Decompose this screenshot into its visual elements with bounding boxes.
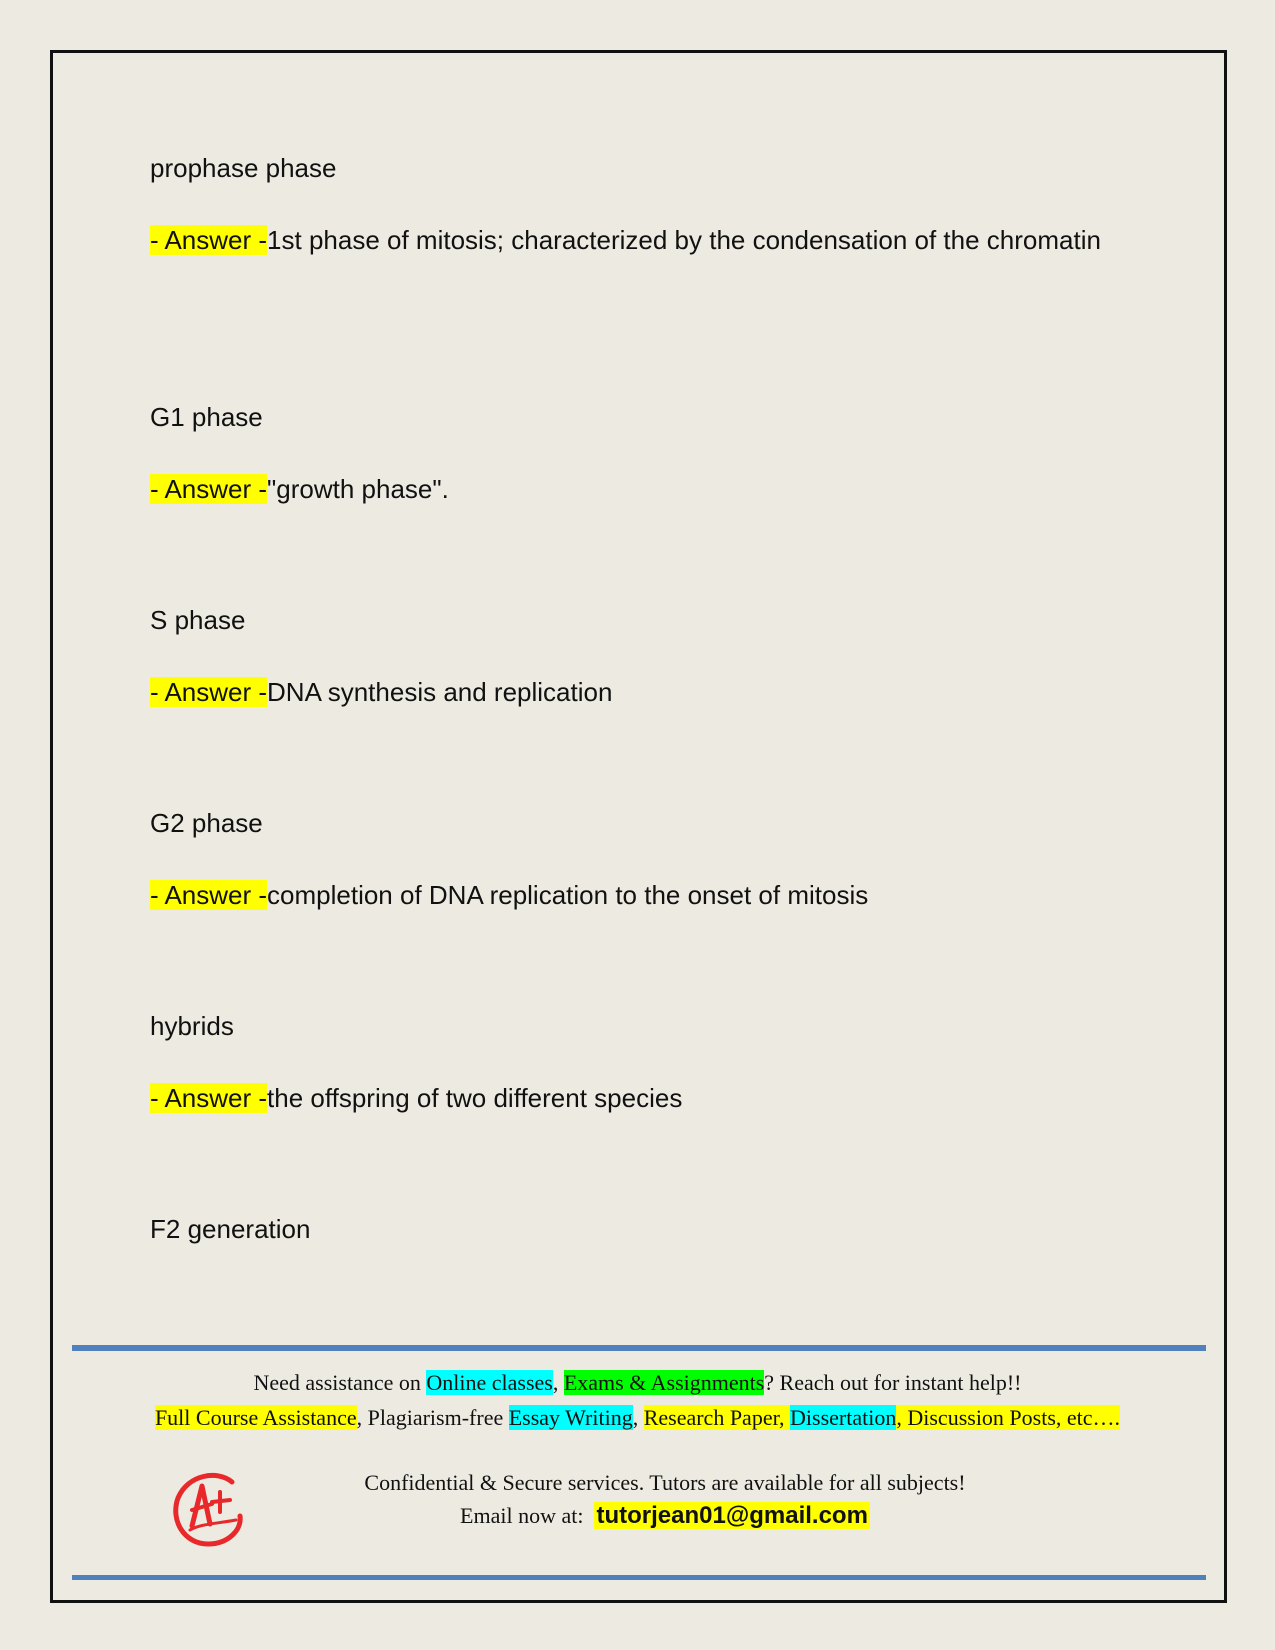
footer-bottom-rule	[72, 1575, 1206, 1580]
question-4: G2 phase	[150, 808, 263, 838]
footer-line-2	[55, 1405, 1220, 1431]
highlight-dissertation: Dissertation	[790, 1405, 897, 1430]
highlight-essay-writing: Essay Writing	[508, 1405, 633, 1430]
question-6: F2 generation	[150, 1214, 311, 1244]
question-1: prophase phase	[150, 153, 337, 183]
answer-text: DNA synthesis and replication	[267, 677, 613, 707]
highlight-research-paper: Research Paper,	[643, 1405, 791, 1430]
answer-2	[150, 466, 1110, 512]
answer-4	[150, 872, 1110, 918]
email-link[interactable]: tutorjean01@gmail.com	[596, 1502, 868, 1529]
answer-5	[150, 1075, 1110, 1121]
footer-text: , Plagiarism-free	[356, 1405, 509, 1430]
footer-line-3: Confidential & Secure services. Tutors are available for all subjects!	[364, 1470, 966, 1495]
answer-text: completion of DNA replication to the onset of mitosis	[267, 880, 869, 910]
highlight-full-course: Full Course Assistance	[154, 1405, 357, 1430]
question-3: S phase	[150, 605, 246, 635]
highlight-exams-assignments: Exams & Assignments	[563, 1370, 765, 1395]
answer-1	[150, 217, 1110, 263]
answer-text: "growth phase".	[267, 474, 449, 504]
highlight-discussion-posts: , Discussion Posts, etc….	[896, 1405, 1121, 1430]
question-5: hybrids	[150, 1011, 234, 1041]
highlight-online-classes: Online classes	[426, 1370, 553, 1395]
question-2: G1 phase	[150, 402, 263, 432]
answer-text: the offspring of two different species	[267, 1083, 683, 1113]
answer-prefix: - Answer -	[150, 1083, 268, 1113]
footer-line-1	[55, 1370, 1220, 1396]
footer-text: ,	[552, 1370, 564, 1395]
footer-line-4	[165, 1502, 1165, 1530]
email-label: Email now at:	[460, 1503, 595, 1528]
footer-text: Need assistance on	[253, 1370, 427, 1395]
answer-prefix: - Answer -	[150, 677, 268, 707]
footer-text: ,	[632, 1405, 644, 1430]
answer-prefix: - Answer -	[150, 880, 268, 910]
footer-text: ? Reach out for instant help!!	[764, 1370, 1022, 1395]
footer-top-rule	[72, 1345, 1206, 1351]
answer-prefix: - Answer -	[150, 474, 268, 504]
answer-3	[150, 669, 1110, 715]
answer-prefix: - Answer -	[150, 225, 268, 255]
answer-text: 1st phase of mitosis; characterized by the condensation of the chromatin	[267, 225, 1101, 255]
